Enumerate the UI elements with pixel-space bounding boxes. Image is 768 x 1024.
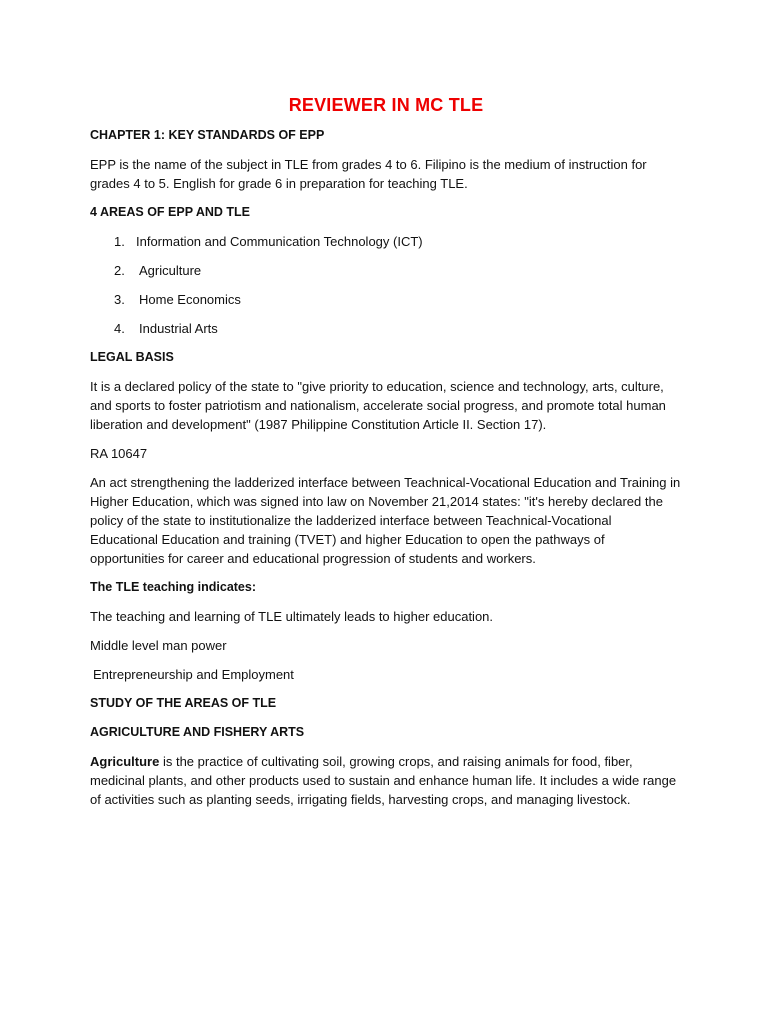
agri-definition: is the practice of cultivating soil, growing crops, and raising animals for food, fiber, medicinal plants, and other products used to sustain and enhance human life. It includes a wide range of activities such as planting seeds, irrigating fields, harvesting crops, and managing livestock.	[90, 754, 677, 807]
list-item-label: Industrial Arts	[139, 321, 218, 336]
list-item-label: Agriculture	[139, 263, 202, 278]
document-title: REVIEWER IN MC TLE	[288, 95, 484, 115]
list-item	[90, 232, 682, 251]
chapter-heading: CHAPTER 1: KEY STANDARDS OF EPP	[90, 128, 325, 142]
document-content	[90, 94, 682, 809]
legal-basis-heading: LEGAL BASIS	[90, 350, 174, 364]
list-item-number: 1.	[114, 234, 125, 249]
legal-basis-paragraph: It is a declared policy of the state to "give priority to education, science and technology, arts, culture, and sports to foster patriotism and nationalism, accelerate social progress, and promote total human liberation and development" (1987 Philippine Constitution Article II. Section 17).	[90, 379, 666, 432]
list-item-number: 3.	[114, 292, 125, 307]
ra-paragraph: An act strengthening the ladderized interface between Teachnical-Vocational Education and Training in Higher Education, which was signed into law on November 21,2014 states: "it's hereby declared the policy of the state to institutionalize the ladderized interface between Teachnical-Vocational Educational Education and training (TVET) and higher Education to open the pathways of opportunities for career and educational progression of students and workers.	[90, 475, 681, 566]
list-item-number: 4.	[114, 321, 125, 336]
list-item	[90, 290, 682, 309]
agri-paragraph	[90, 752, 682, 809]
teaching-heading: The TLE teaching indicates:	[90, 580, 256, 594]
list-item-number: 2.	[114, 263, 125, 278]
list-item-label: Information and Communication Technology (ICT)	[136, 234, 423, 249]
agri-term: Agriculture	[90, 754, 160, 769]
teaching-point: Middle level man power	[90, 638, 227, 653]
list-item	[90, 319, 682, 338]
ra-label: RA 10647	[90, 446, 148, 461]
study-heading: STUDY OF THE AREAS OF TLE	[90, 696, 277, 710]
list-item	[90, 261, 682, 280]
list-item-label: Home Economics	[139, 292, 241, 307]
intro-paragraph: EPP is the name of the subject in TLE from grades 4 to 6. Filipino is the medium of instruction for grades 4 to 5. English for grade 6 in preparation for teaching TLE.	[90, 157, 647, 191]
areas-list	[90, 232, 682, 338]
agri-heading: AGRICULTURE AND FISHERY ARTS	[90, 725, 305, 739]
teaching-point: The teaching and learning of TLE ultimately leads to higher education.	[90, 609, 494, 624]
areas-heading: 4 AREAS OF EPP AND TLE	[90, 205, 250, 219]
teaching-point: Entrepreneurship and Employment	[93, 667, 294, 682]
